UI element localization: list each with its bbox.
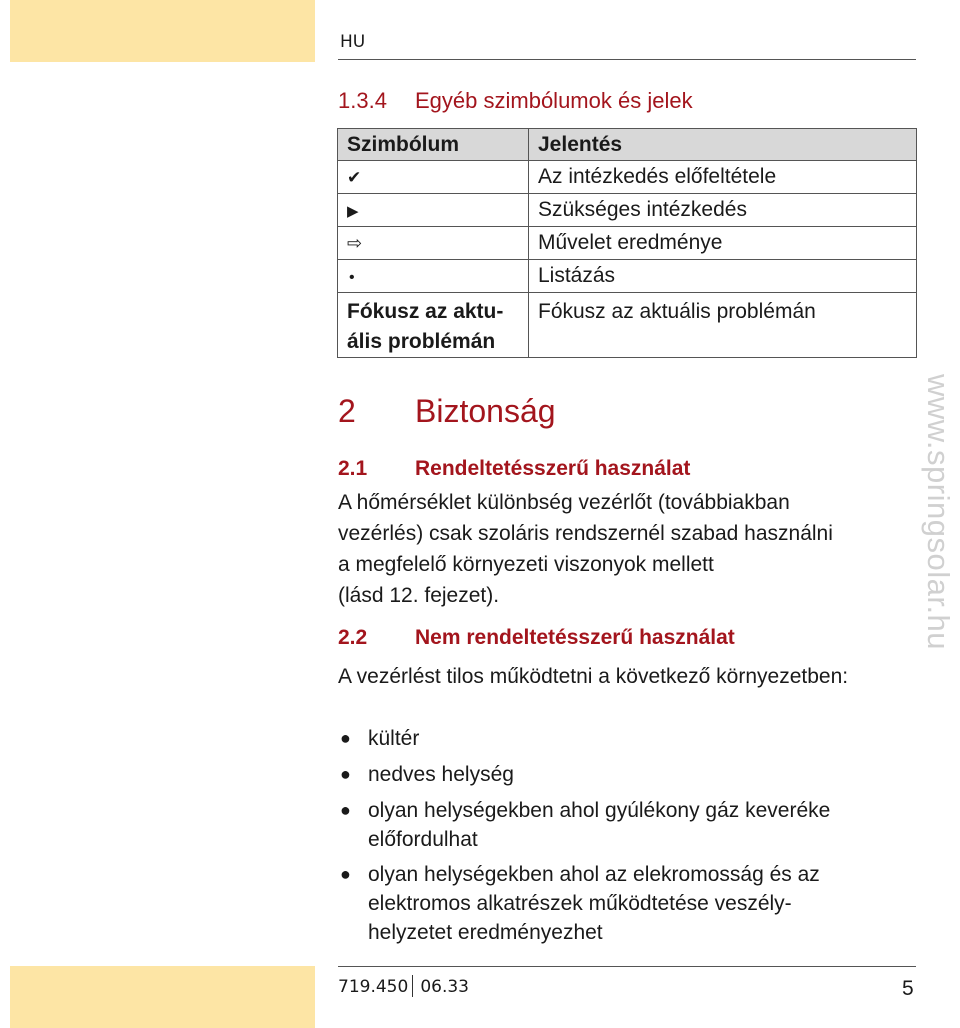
meaning-cell: Fókusz az aktuális problémán (529, 293, 917, 358)
table-header-row (338, 129, 917, 161)
table-row (338, 194, 917, 227)
meaning-cell: Szükséges intézkedés (529, 194, 917, 227)
focus-symbol-line: ális problémán (347, 330, 496, 353)
meaning-cell: Az intézkedés előfeltétele (529, 161, 917, 194)
section-2-2-intro: A vezérlést tilos működtetni a következő környezetben: (338, 665, 849, 688)
table-row (338, 260, 917, 293)
section-2-1-paragraph (338, 487, 918, 611)
section-1-3-4-heading (338, 88, 693, 114)
environment-list (338, 724, 918, 954)
doc-version: 06.33 (420, 977, 469, 997)
section-title: Rendeltetésszerű használat (415, 457, 691, 480)
checkmark-icon: ✔ (347, 168, 362, 187)
section-number: 2.1 (338, 457, 368, 480)
section-title: Egyéb szimbólumok és jelek (415, 88, 693, 113)
outline-arrow-right-icon: ⇨ (347, 233, 363, 253)
triangle-right-icon: ▶ (347, 203, 359, 220)
list-item-text: elektromos alkatrészek működtetése veszély- (368, 892, 792, 915)
section-number: 1.3.4 (338, 88, 387, 113)
list-item (338, 724, 918, 753)
bullet-icon: • (349, 269, 355, 286)
symbol-cell (338, 260, 529, 293)
paragraph-line: (lásd 12. fejezet). (338, 584, 500, 607)
symbol-cell (338, 227, 529, 260)
website-watermark: www.springsolar.hu (921, 373, 956, 651)
section-2-2-heading (338, 626, 735, 650)
section-number: 2 (338, 393, 356, 429)
table-row (338, 293, 917, 358)
paragraph-line: A hőmérséklet különbség vezérlőt (továbbiakban (338, 491, 790, 514)
table-row (338, 227, 917, 260)
focus-symbol-line: Fókusz az aktu- (347, 300, 504, 323)
bullet-icon: ● (340, 764, 351, 784)
list-item-text: előfordulhat (368, 828, 478, 851)
bullet-icon: ● (340, 864, 351, 884)
meaning-cell: Művelet eredménye (529, 227, 917, 260)
list-item-text: olyan helységekben ahol az elekromosság és az (368, 863, 820, 886)
doc-number: 719.450 (338, 977, 409, 997)
bullet-icon: ● (340, 728, 351, 748)
section-2-1-heading (338, 457, 690, 481)
bullet-icon: ● (340, 800, 351, 820)
header-meaning: Jelentés (529, 129, 917, 161)
list-item (338, 760, 918, 789)
meaning-cell: Listázás (529, 260, 917, 293)
table-row (338, 161, 917, 194)
header-rule (338, 59, 916, 60)
document-number (338, 975, 469, 997)
symbol-cell (338, 194, 529, 227)
sidebar-decoration-top (10, 0, 315, 62)
section-title: Biztonság (415, 393, 556, 429)
paragraph-line: vezérlés) csak szoláris rendszernél szabad használni (338, 522, 833, 545)
focus-symbol-cell (338, 293, 529, 358)
section-title: Nem rendeltetésszerű használat (415, 626, 735, 649)
footer-rule (338, 966, 916, 967)
list-item-text: nedves helység (368, 763, 514, 786)
symbol-cell (338, 161, 529, 194)
sidebar-decoration-bottom (10, 966, 315, 1028)
list-item (338, 796, 918, 854)
language-code: HU (340, 32, 366, 52)
footer-separator (412, 975, 413, 997)
page-number: 5 (902, 977, 914, 1000)
header-symbol: Szimbólum (338, 129, 529, 161)
symbol-table (337, 128, 917, 358)
paragraph-line: a megfelelő környezeti viszonyok mellett (338, 553, 714, 576)
section-2-heading (338, 393, 556, 430)
list-item (338, 860, 918, 947)
list-item-text: kültér (368, 727, 420, 750)
list-item-text: helyzetet eredményezhet (368, 921, 603, 944)
section-number: 2.2 (338, 626, 368, 649)
list-item-text: olyan helységekben ahol gyúlékony gáz keveréke (368, 799, 831, 822)
